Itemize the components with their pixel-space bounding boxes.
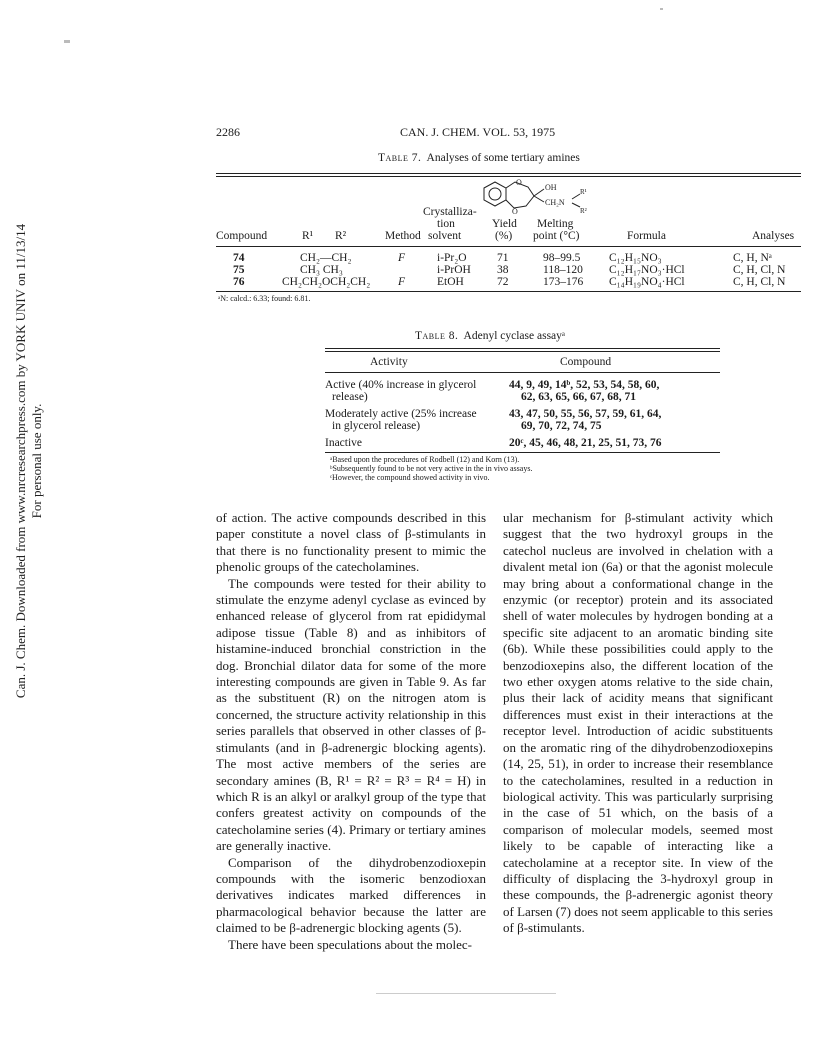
row-formula: C₁₂H₁₅NO₃	[609, 252, 662, 264]
paragraph: The compounds were tested for their ability to stimulate the enzyme adenyl cyclase as evinced by enhanced release of glycerol from rat epididymal adipose tissue (Table 8) and as inhibitors of histamine-induced bronchial constriction in the dog. Bronchial dilator data for some of the more interesting compounds are given in Table 9. As far as the substituent (R) on the nitrogen atom is concerned, the structure activity relationship in this series parallels that observed in other classes of β-stimulants (and in β-adrenergic blocking agents). The most active members of the series are secondary amines (B, R¹ = R² = R³ = R⁴ = H) in which R is an alkyl or aralkyl group of the type that confers greatest activity on compounds of the catecholamine series (4). Primary or tertiary amines are generally inactive.	[216, 575, 486, 854]
watermark-line-2: For personal use only.	[29, 403, 44, 519]
table8-label: Table 8.	[415, 330, 459, 342]
row-yield: 71	[497, 252, 509, 264]
activity-line2: in glycerol release)	[332, 420, 421, 432]
r2-bond	[572, 203, 580, 207]
benzodioxepin-structure	[470, 177, 590, 215]
paragraph: ular mechanism for β-stimulant activity which suggest that the two hydroxyl groups in the catechol nucleus are involved in chelation with a divalent metal ion (6a) or that the agonist molecule may bring about a conformational change in the enzymic (or receptor) protein and its associated shell of water molecules by hydrogen bonding at a specific site adjacent to an aromatic binding site (6b). While these possibilities could apply to the benzodioxepins also, the different location of the two ether oxygen atoms relative to the side chain, plus their lack of acidity means that significant differences must exist in their interactions at the receptor level. Introduction of acidic substituents on the aromatic ring of the dihydrobenzodioxepins (14, 25, 51), in order to increase their resemblance to the catecholamines, resulted in a reduction in biological activity. This was particularly surprising in the case of 51 which, on the basis of a comparison of molecular models, seemed most likely to be capable of interacting like a catecholamine at a receptor site. In view of the difficulty of displacing the 3-hydroxyl group in these compounds, the β-adrenergic agonist theory of Larsen (7) does not seem applicable to this series of β-stimulants.	[503, 510, 773, 936]
ch2n-label: CH₂N	[545, 198, 565, 207]
activity-line1: Moderately active (25% increase	[325, 408, 477, 420]
col-method: Method	[385, 230, 421, 242]
table8-title: Adenyl cyclase assayᵃ	[463, 330, 566, 342]
row-solvent: i-Pr₂O	[437, 252, 467, 264]
table8-footnote-c: ᶜHowever, the compound showed activity in vivo.	[330, 473, 490, 482]
compound-line1: 43, 47, 50, 55, 56, 57, 59, 61, 64,	[509, 408, 662, 420]
col-yield-line1: Yield	[492, 218, 517, 230]
table7-header-rule	[216, 246, 801, 247]
watermark-line-1: Can. J. Chem. Downloaded from www.nrcresearchpress.com by YORK UNIV on 11/13/14	[13, 223, 28, 699]
table8-top-rule	[325, 348, 720, 349]
ring-oxygen-top: O	[516, 178, 522, 187]
table8-header-rule	[325, 372, 720, 373]
row-solvent: i-PrOH	[437, 264, 471, 276]
r1-label: R¹	[580, 188, 587, 196]
activity-line2: release)	[332, 391, 368, 403]
page-number: 2286	[216, 125, 240, 139]
row-compound: 76	[233, 276, 245, 288]
scan-speck	[660, 8, 663, 10]
row-mp: 118–120	[543, 264, 583, 276]
row-analyses: C, H, Cl, N	[733, 264, 786, 276]
col-cryst-line3: solvent	[428, 230, 462, 242]
col-analyses: Analyses	[752, 230, 795, 242]
col-mp-line1: Melting	[537, 218, 574, 230]
download-watermark	[13, 156, 45, 766]
row-analyses: C, H, Nᵃ	[733, 252, 772, 264]
row-formula: C₁₂H₁₇NO₃·HCl	[609, 264, 685, 276]
table8-top-rule-2	[325, 351, 720, 352]
row-mp: 173–176	[543, 276, 584, 288]
col-cryst-line1: Crystalliza-	[423, 206, 477, 218]
benzene-ring	[484, 182, 506, 206]
ring-oxygen-bottom: O	[512, 207, 518, 215]
r2-label: R²	[580, 207, 587, 215]
table7-caption	[378, 152, 580, 164]
table8-bottom-rule	[325, 452, 720, 453]
row-compound: 75	[233, 264, 245, 276]
row-method: F	[398, 252, 406, 264]
col-compound: Compound	[216, 230, 268, 242]
body-left-column	[216, 510, 486, 953]
row-formula: C₁₄H₁₉NO₄·HCl	[609, 276, 685, 288]
r1-bond	[572, 194, 580, 199]
table8-footnote-b: ᵇSubsequently found to be not very active in the in vivo assays.	[330, 464, 533, 473]
compound-line1: 20ᶜ, 45, 46, 48, 21, 25, 51, 73, 76	[509, 437, 662, 449]
col-r1: R¹	[302, 230, 314, 242]
compound-line2: 69, 70, 72, 74, 75	[521, 420, 602, 432]
paragraph: Comparison of the dihydrobenzodioxepin compounds with the isomeric benzodioxan derivatives indicates marked differences in pharmacological behavior because the latter are claimed to be β-adrenergic blocking agents (5).	[216, 854, 486, 936]
col-formula: Formula	[627, 230, 666, 242]
row-compound: 74	[233, 252, 245, 264]
col-compound-t8: Compound	[560, 356, 612, 368]
oh-label: OH	[545, 183, 557, 192]
col-r2: R²	[335, 230, 347, 242]
activity-line1: Active (40% increase in glycerol	[325, 379, 477, 391]
row-method: F	[398, 276, 406, 288]
table8-footnote-a: ᵃBased upon the procedures of Rodbell (12) and Korn (13).	[330, 455, 520, 464]
row-yield: 72	[497, 276, 509, 288]
paragraph: There have been speculations about the molec-	[228, 936, 473, 952]
activity-line1: Inactive	[325, 437, 363, 449]
row-analyses: C, H, Cl, N	[733, 276, 786, 288]
col-yield-line2: (%)	[495, 230, 513, 242]
scan-speck	[64, 40, 70, 43]
table7-bottom-rule	[216, 291, 801, 292]
row-yield: 38	[497, 264, 509, 276]
table7-footnote: ᵃN: calcd.: 6.33; found: 6.81.	[218, 294, 311, 303]
table8-caption	[415, 330, 565, 342]
body-right-column	[503, 510, 773, 937]
col-cryst-line2: tion	[437, 218, 455, 230]
compound-line1: 44, 9, 49, 14ᵇ, 52, 53, 54, 58, 60,	[509, 379, 660, 391]
ch2n-bond	[534, 196, 544, 202]
paragraph: of action. The active compounds described in this paper constitute a novel class of β-stimulants in that there is no functionality present to mimic the phenolic groups of the catecholamines.	[216, 510, 486, 575]
table7-label: Table 7.	[378, 152, 422, 164]
col-activity: Activity	[370, 356, 408, 368]
journal-header: CAN. J. CHEM. VOL. 53, 1975	[400, 125, 556, 139]
row-r: CH₂—CH₂	[300, 252, 352, 264]
scan-speck	[376, 993, 556, 994]
compound-line2: 62, 63, 65, 66, 67, 68, 71	[521, 391, 636, 403]
table7-top-rule	[216, 173, 801, 174]
table7-title: Analyses of some tertiary amines	[426, 152, 580, 164]
row-solvent: EtOH	[437, 276, 464, 288]
oh-bond	[534, 189, 544, 196]
row-mp: 98–99.5	[543, 252, 581, 264]
col-mp-line2: point (°C)	[533, 230, 580, 242]
aromatic-circle	[489, 188, 501, 200]
row-r: CH₂CH₂OCH₂CH₂	[282, 276, 371, 288]
row-r: CH₃ CH₃	[300, 264, 343, 276]
